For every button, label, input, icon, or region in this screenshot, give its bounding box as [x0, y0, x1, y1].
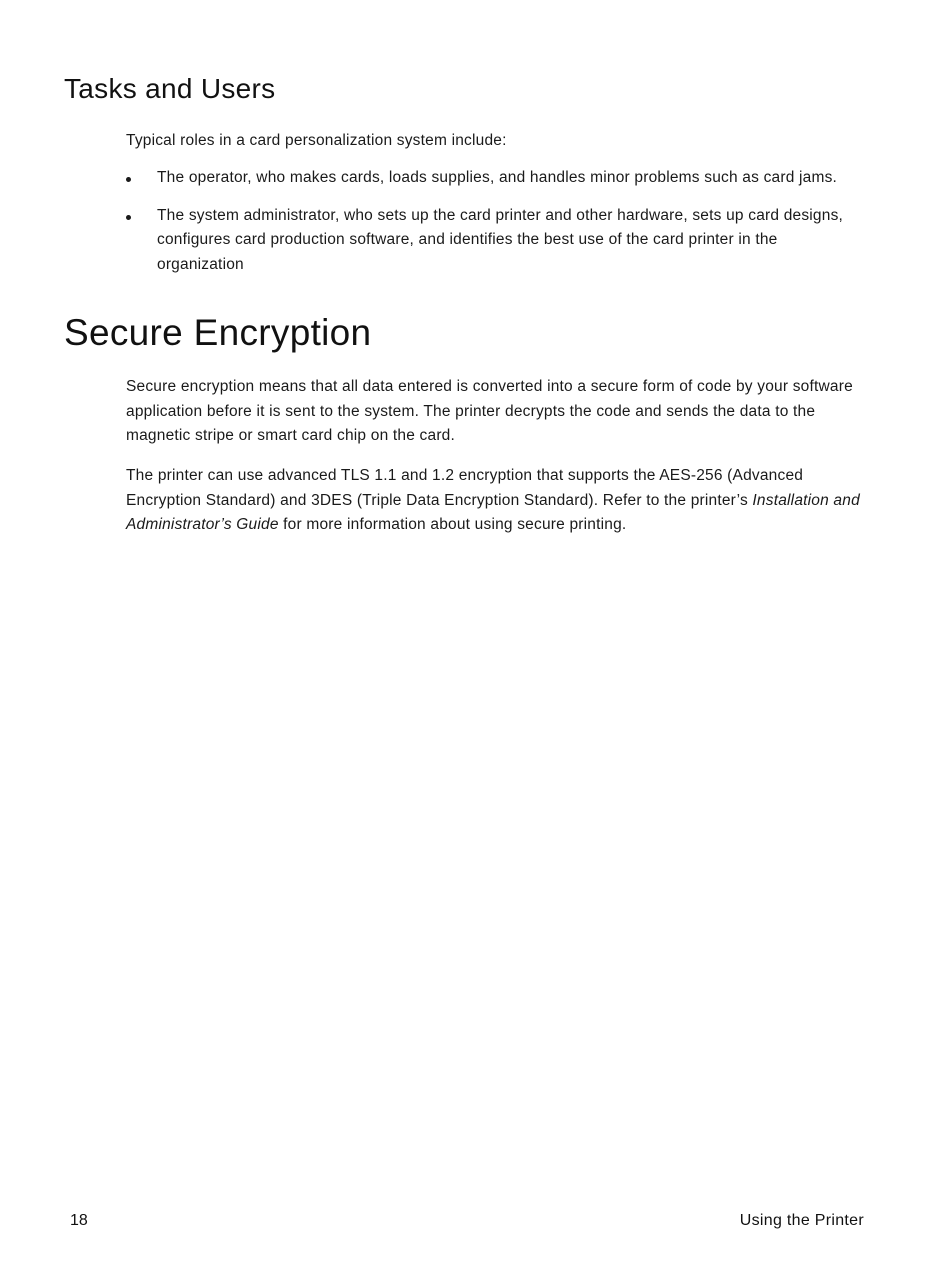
- tasks-intro: Typical roles in a card personalization system include:: [126, 132, 507, 149]
- encryption-paragraph-1: Secure encryption means that all data entered is converted into a secure form of code by your software application before it is sent to the system. The printer decrypts the code and sends the data to the magnetic stripe or smart card chip on the card.: [126, 378, 853, 444]
- footer-section-title: Using the Printer: [739, 1212, 864, 1229]
- paragraph-2-text-start: The printer can use advanced TLS 1.1 and 1.2 encryption that supports the AES-256 (Advanced Encryption Standard) and 3DES (Triple Data Encryption Standard). Refer to the printer’s: [126, 467, 804, 509]
- tasks-heading: Tasks and Users: [64, 73, 276, 104]
- list-item: [126, 204, 866, 278]
- bullet-text-administrator: The system administrator, who sets up the card printer and other hardware, sets up card designs, configures card production software, and identifies the best use of the card printer in the organization: [157, 206, 844, 273]
- list-item: [126, 166, 866, 191]
- bullet-icon: [126, 177, 131, 182]
- bullet-icon: [126, 215, 131, 220]
- bullet-text-operator: The operator, who makes cards, loads supplies, and handles minor problems such as card jams.: [157, 169, 838, 186]
- guide-title: Installation and Administrator’s Guide: [126, 491, 860, 533]
- roles-list: [126, 166, 866, 277]
- encryption-paragraph-2: [126, 464, 866, 538]
- encryption-heading: Secure Encryption: [64, 312, 372, 353]
- page-number: 18: [70, 1212, 88, 1229]
- paragraph-2-text-end: for more information about using secure printing.: [278, 516, 627, 533]
